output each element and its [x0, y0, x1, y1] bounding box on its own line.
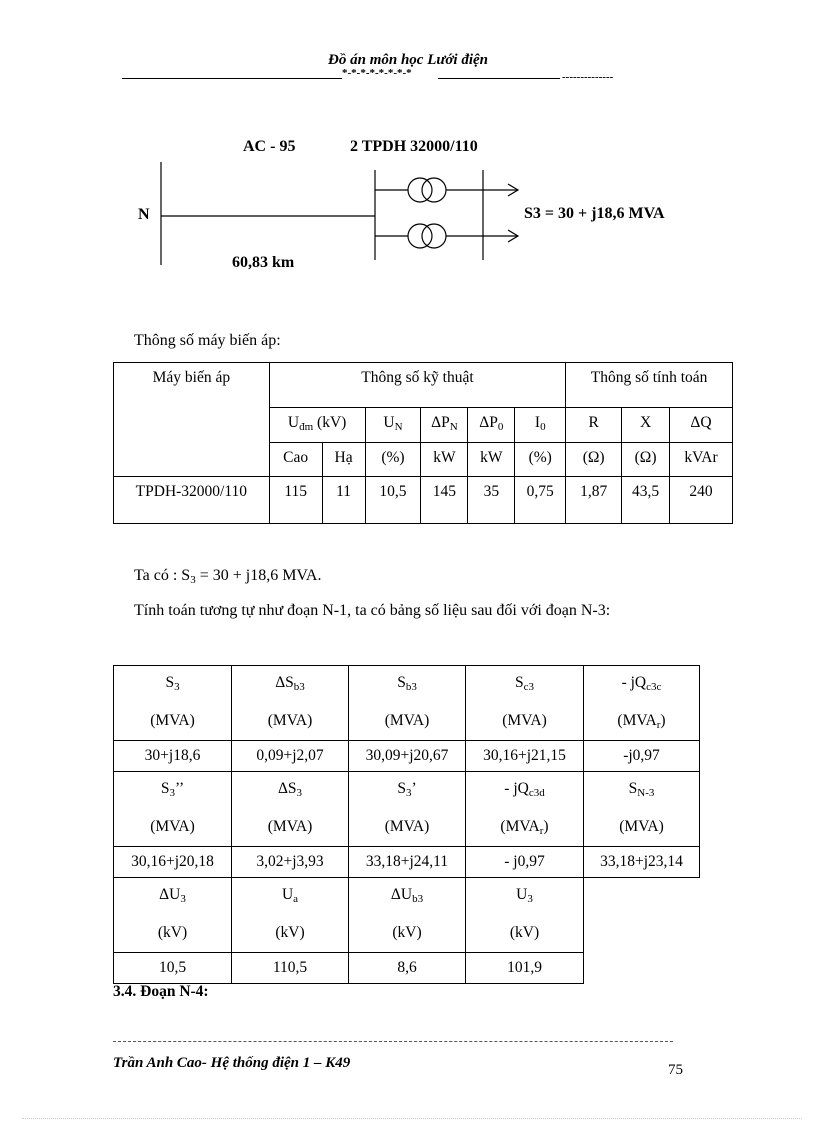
- table-header-cell: - $jQ_{c3d}$ $(MVA_r)$: [466, 772, 584, 847]
- table-cell: 0,09+j2,07: [232, 741, 349, 772]
- page-number: 75: [668, 1062, 683, 1078]
- dp0-header: $\Delta P_0$: [468, 408, 515, 443]
- cao-unit: Cao: [269, 443, 322, 477]
- i0-header: $I_0$: [515, 408, 566, 443]
- header-stars: *-*-*-*-*-*-*-*: [342, 67, 412, 79]
- transformer-label: 2 TPDH 32000/110: [350, 138, 478, 155]
- table-cell: 30,16+j21,15: [466, 741, 584, 772]
- r-unit: (Ω): [566, 443, 622, 477]
- node-label: N: [138, 206, 150, 223]
- line-length-label: 60,83 km: [232, 254, 295, 271]
- table-cell: 115: [269, 477, 322, 524]
- table-cell: 3,02+j3,93: [232, 847, 349, 878]
- table-header-cell: $\Delta S_3$ (MVA): [232, 772, 349, 847]
- udm-header: $U_{đm}$ (kV): [269, 408, 365, 443]
- ha-unit: Hạ: [322, 443, 365, 477]
- table-cell: 145: [421, 477, 468, 524]
- table-row: [114, 953, 700, 984]
- r-header: R: [566, 408, 622, 443]
- header-title: Đồ án môn học Lưới điện: [328, 52, 488, 68]
- x-unit: (Ω): [622, 443, 670, 477]
- transformer-2-winding-a: [408, 224, 432, 248]
- footer-author: Trần Anh Cao- Hệ thống điện 1 – K49: [113, 1055, 351, 1071]
- table-header-cell: $S_{N-3}$ (MVA): [584, 772, 700, 847]
- transformer-params-table: [113, 362, 733, 524]
- table-header-cell: $S_3$ (MVA): [114, 666, 232, 741]
- dpn-unit: kW: [421, 443, 468, 477]
- transformer-1-winding-a: [408, 178, 432, 202]
- table-cell: 33,18+j23,14: [584, 847, 700, 878]
- table-cell: 240: [670, 477, 733, 524]
- table-header-cell: $\Delta U_3$ (kV): [114, 878, 232, 953]
- table-header-cell: $\Delta U_{b3}$ (kV): [349, 878, 466, 953]
- dq-unit: kVAr: [670, 443, 733, 477]
- table-row: [114, 666, 700, 741]
- section-caption: Thông số máy biến áp:: [134, 332, 281, 349]
- table-header-cell: $\Delta S_{b3}$ (MVA): [232, 666, 349, 741]
- table-row: [114, 772, 700, 847]
- machine-header: Máy biến áp: [114, 363, 270, 477]
- transformer-2-winding-b: [422, 224, 446, 248]
- table-header-cell: $S_{b3}$ (MVA): [349, 666, 466, 741]
- table-cell: 1,87: [566, 477, 622, 524]
- un-header: $U_N$: [365, 408, 421, 443]
- calc-header: Thông số tính toán: [566, 363, 733, 408]
- dpn-header: $\Delta P_N$: [421, 408, 468, 443]
- table-row: [114, 878, 700, 953]
- table-cell: 101,9: [466, 953, 584, 984]
- table-header-cell: $S_3$’’ (MVA): [114, 772, 232, 847]
- table-header-cell: $S_3$’ (MVA): [349, 772, 466, 847]
- calc-note-text: Tính toán tương tự như đoạn N-1, ta có bảng số liệu sau đối với đoạn N-3:: [134, 602, 611, 619]
- header-rule: [122, 67, 682, 83]
- page-edge: [22, 1118, 802, 1119]
- next-section-heading: 3.4. Đoạn N-4:: [113, 983, 209, 1000]
- table-cell: TPDH-32000/110: [114, 477, 270, 524]
- un-unit: (%): [365, 443, 421, 477]
- dp0-unit: kW: [468, 443, 515, 477]
- table-cell: 8,6: [349, 953, 466, 984]
- table-cell: 30,16+j20,18: [114, 847, 232, 878]
- table-header-cell: $U_a$ (kV): [232, 878, 349, 953]
- single-line-diagram: [150, 150, 530, 270]
- table-cell: - j0,97: [466, 847, 584, 878]
- table-cell: 35: [468, 477, 515, 524]
- table-row: [114, 847, 700, 878]
- footer-rule: [113, 1041, 673, 1042]
- line-type-label: AC - 95: [243, 138, 296, 155]
- n3-results-table: [113, 665, 700, 984]
- table-cell: 10,5: [114, 953, 232, 984]
- table-header-cell: $U_3$ (kV): [466, 878, 584, 953]
- transformer-1-winding-b: [422, 178, 446, 202]
- load-label: S3 = 30 + j18,6 MVA: [524, 205, 665, 222]
- i0-unit: (%): [515, 443, 566, 477]
- table-cell: 10,5: [365, 477, 421, 524]
- tech-header: Thông số kỹ thuật: [269, 363, 566, 408]
- x-header: X: [622, 408, 670, 443]
- table-cell: 43,5: [622, 477, 670, 524]
- table-cell: 11: [322, 477, 365, 524]
- table-cell: 110,5: [232, 953, 349, 984]
- given-s3-text: Ta có : $S_3 = 30 + j18,6$ MVA.: [134, 567, 322, 586]
- table-cell: -j0,97: [584, 741, 700, 772]
- header-dashes: --------------: [562, 71, 614, 83]
- table-cell: 33,18+j24,11: [349, 847, 466, 878]
- table-cell: 0,75: [515, 477, 566, 524]
- table-cell: 30,09+j20,67: [349, 741, 466, 772]
- table-row: [114, 741, 700, 772]
- table-cell: 30+j18,6: [114, 741, 232, 772]
- table-header-cell: - $jQ_{c3c}$ $(MVA_r)$: [584, 666, 700, 741]
- dq-header: ΔQ: [670, 408, 733, 443]
- table-header-cell: $S_{c3}$ (MVA): [466, 666, 584, 741]
